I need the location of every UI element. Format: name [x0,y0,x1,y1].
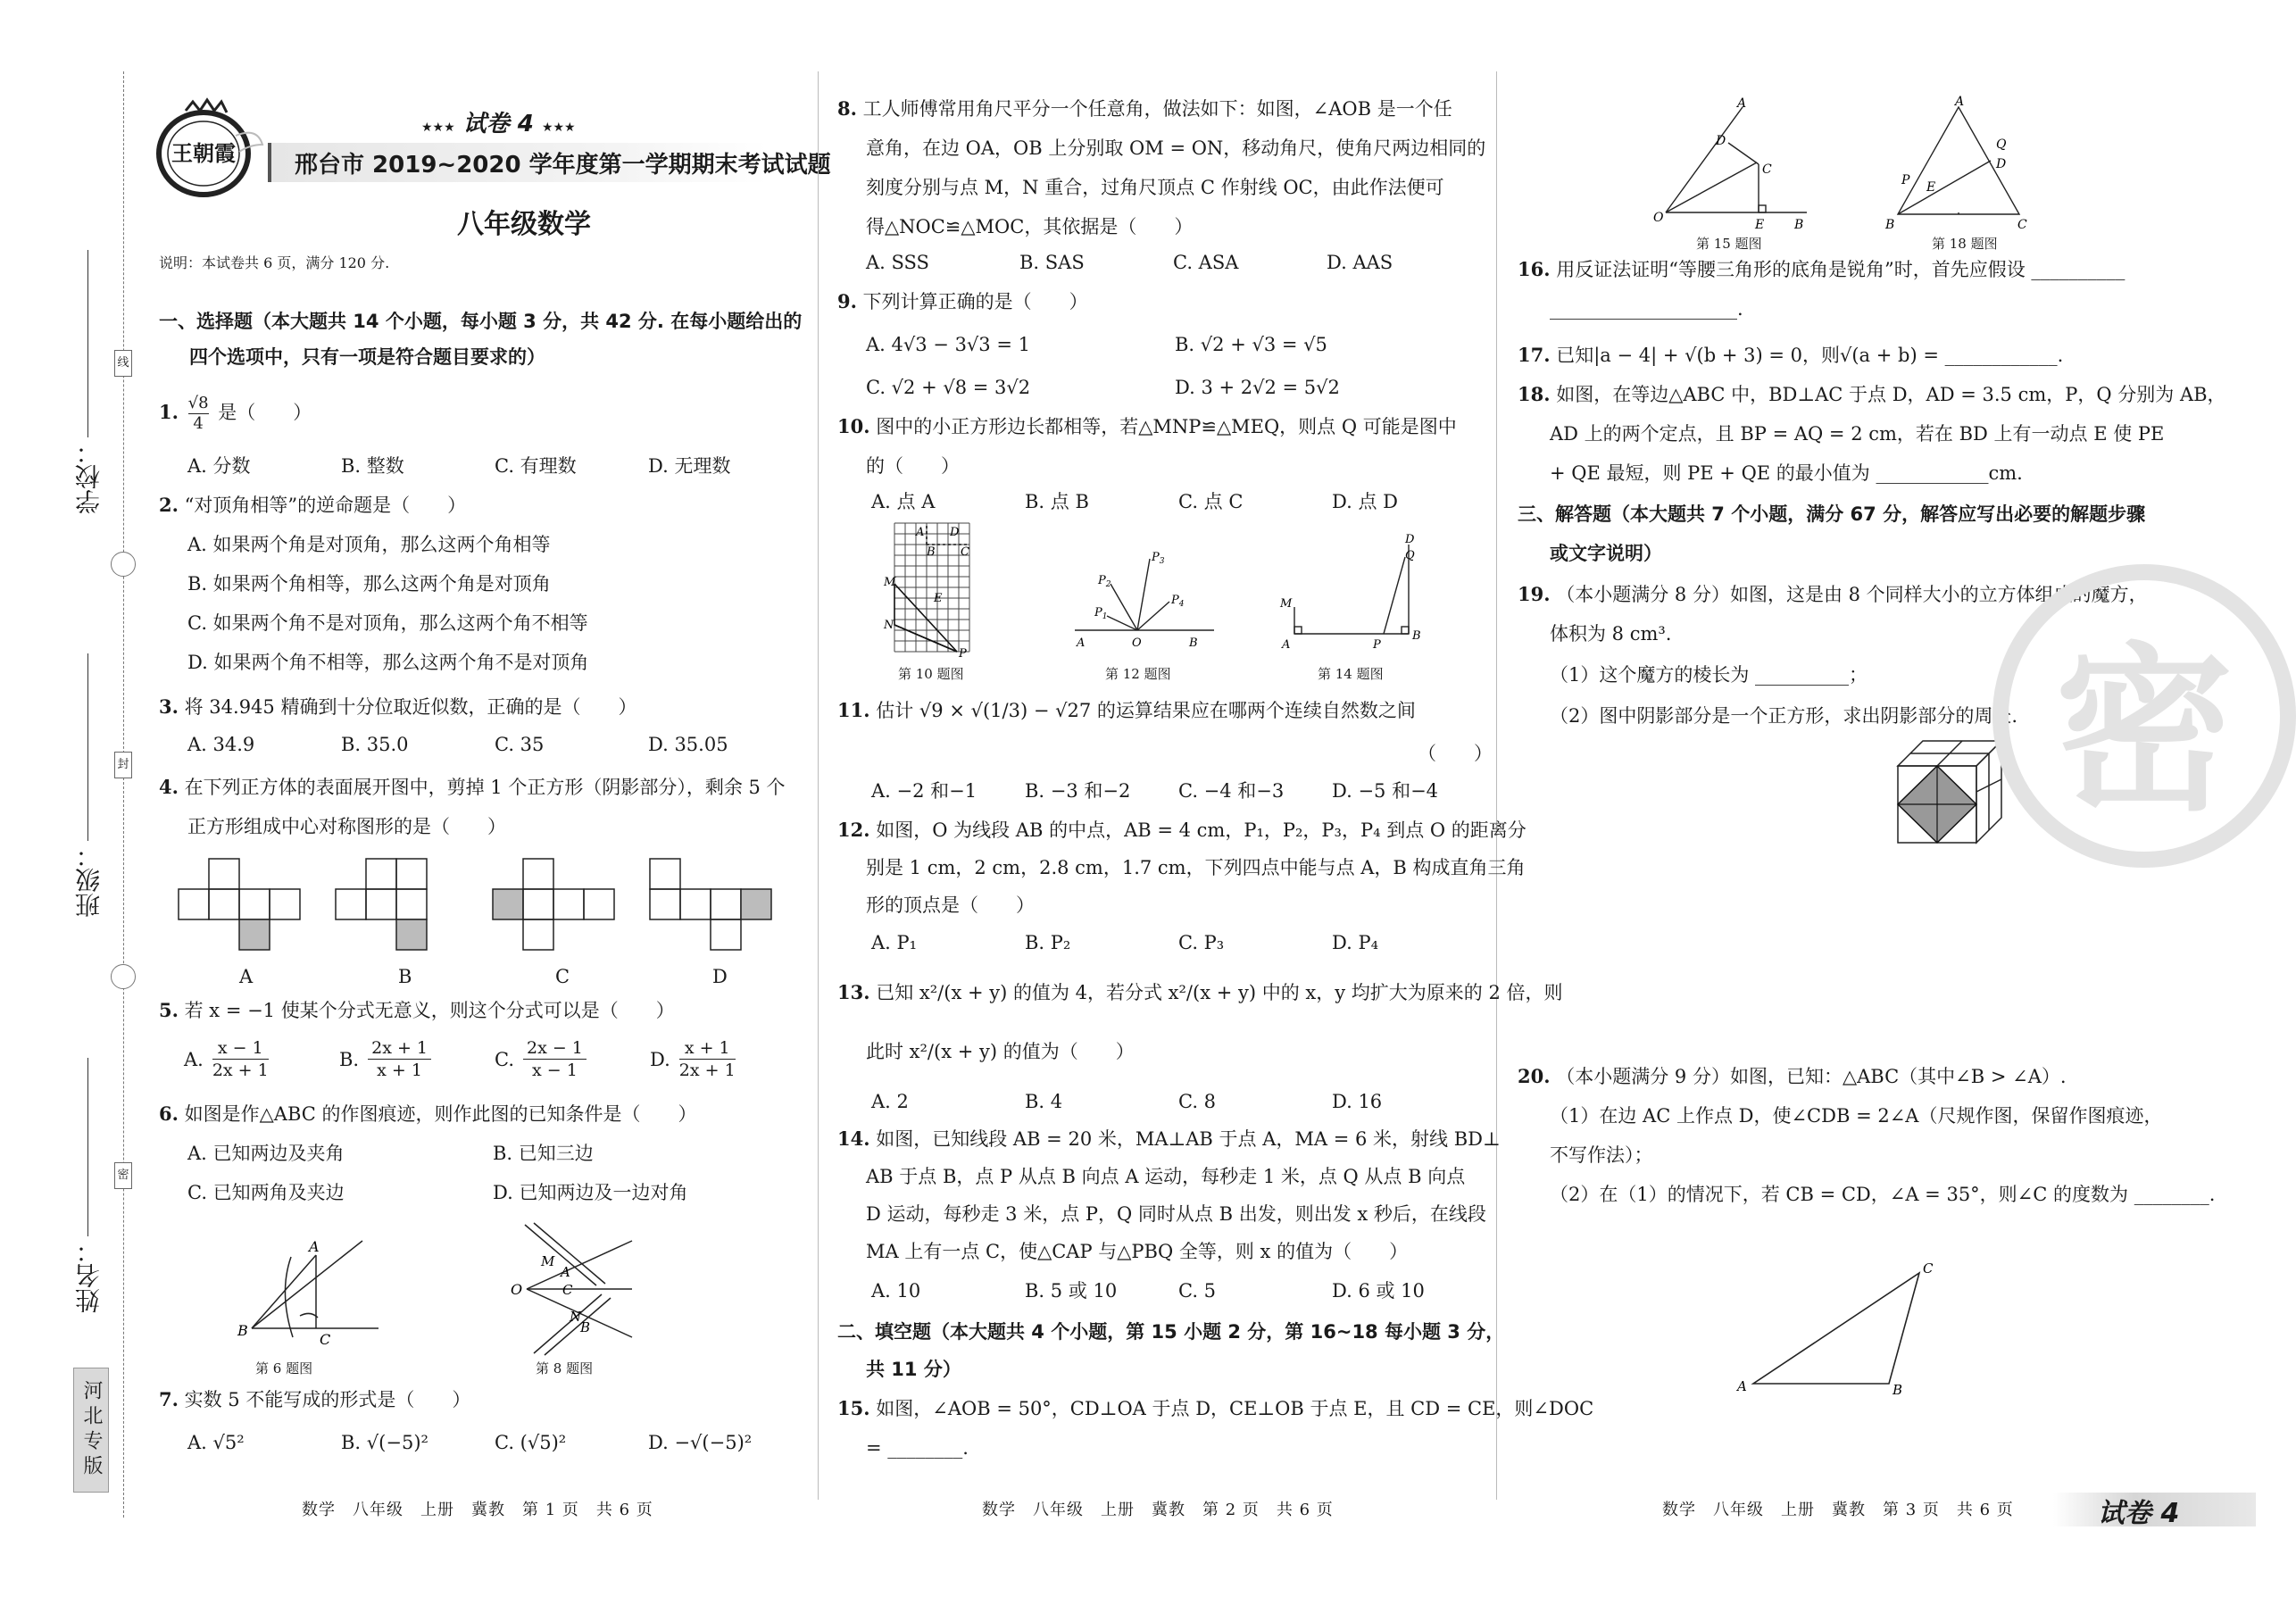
q13-l2: 此时 x²/(x + y) 的值为（ ） [866,1041,1135,1062]
q10-num: 10. [837,415,870,437]
q14-option-c[interactable]: C. 5 [1178,1280,1217,1302]
q5-num: 5. [159,999,179,1021]
q2-option-b[interactable]: B. 如果两个角相等，那么这两个角是对顶角 [187,573,551,595]
q16-l2[interactable]: ____________________. [1550,298,1743,320]
q3-option-a[interactable]: A. 34.9 [187,734,255,755]
q8-figure [507,1223,641,1357]
binding-hole-2 [111,964,136,989]
q11-option-b[interactable]: B. −3 和−2 [1025,780,1131,802]
q7-option-d[interactable]: D. −√(−5)² [648,1432,753,1453]
q7-stem: 实数 5 不能写成的形式是（ ） [184,1389,471,1410]
q2-option-d[interactable]: D. 如果两个角不相等，那么这两个角不是对顶角 [187,652,589,673]
section1-heading-l2: 四个选项中，只有一项是符合题目要求的） [189,346,545,368]
svg-text:M: M [884,576,896,589]
q3-options [187,727,802,762]
q8-l1: 8. 工人师傅常用角尺平分一个任意角，做法如下：如图，∠AOB 是一个任 [837,97,1452,120]
q9-num: 9. [837,290,857,312]
net-b [336,859,427,950]
q7-option-b[interactable]: B. √(−5)² [341,1432,428,1453]
q5 [159,991,675,1030]
q5-stem: 若 x = −1 使某个分式无意义，则这个分式可以是（ ） [184,1000,675,1021]
svg-text:D: D [1405,533,1415,546]
q19-num: 19. [1518,583,1551,605]
school-label: 学校： [74,439,104,514]
stars-right: ★★★ [541,121,576,135]
q14-option-b[interactable]: B. 5 或 10 [1025,1280,1118,1302]
q19-part1[interactable]: （1）这个魔方的棱长为 __________； [1550,664,1868,686]
svg-text:A: A [309,1238,320,1255]
footer-page-1: 数学 八年级 上册 冀教 第 1 页 共 6 页 [302,1501,653,1519]
q13-num: 13. [837,981,870,1003]
name-label: 姓名： [74,1238,104,1313]
q15-caption: 第 15 题图 [1696,236,1762,252]
svg-text:B: B [580,1319,591,1335]
q16-l1: 16. 用反证法证明“等腰三角形的底角是锐角”时，首先应假设 __________ [1518,258,2125,280]
q2-option-a[interactable]: A. 如果两个角是对顶角，那么这两个角相等 [187,534,551,555]
q1-fraction: $\frac{√8}{4}$ [187,394,209,433]
q16-num: 16. [1518,258,1551,280]
q7-option-a[interactable]: A. √5² [187,1432,245,1453]
section2-heading-l2: 共 11 分） [866,1359,961,1380]
q4-label-d[interactable]: D [712,966,728,987]
footer-tag: 试卷 4 [2098,1498,2180,1529]
q1-num: 1. [159,401,179,423]
q12-option-d[interactable]: D. P₄ [1332,932,1378,953]
q2-num: 2. [159,494,179,516]
q1-option-a[interactable]: A. 分数 [187,455,251,477]
q18-l1: 18. 如图，在等边△ABC 中，BD⊥AC 于点 D，AD = 3.5 cm，P，Q 分别为 AB， [1518,383,2226,405]
name-field[interactable] [62,1058,104,1326]
q9-option-a[interactable]: A. 4√3 − 3√3 = 1 [866,334,1030,355]
q13-option-b[interactable]: B. 4 [1025,1091,1063,1112]
svg-text:B: B [1794,218,1804,232]
q3-option-d[interactable]: D. 35.05 [648,734,728,755]
q6-option-d[interactable]: D. 已知两边及一边对角 [493,1182,688,1203]
q6 [159,1094,697,1134]
q13-option-d[interactable]: D. 16 [1332,1091,1383,1112]
q3-num: 3. [159,695,179,718]
q6-stem: 如图是作△ABC 的作图痕迹，则作此图的已知条件是（ ） [184,1103,697,1125]
svg-text:D: D [1716,134,1726,148]
q9-option-d[interactable]: D. 3 + 2√2 = 5√2 [1175,377,1340,398]
q10-options [871,484,1485,520]
q11-num: 11. [837,699,870,721]
q15-num: 15. [837,1397,870,1419]
svg-text:P: P [959,647,967,661]
q19-l1: 19. （本小题满分 8 分）如图，这是由 8 个同样大小的立方体组成的魔方， [1518,583,2148,605]
svg-text:A: A [916,526,925,539]
svg-text:B: B [237,1322,248,1339]
q12-options [871,925,1485,961]
q11: 11. 估计 √9 × √(1/3) − √27 的运算结果应在哪两个连续自然数之间 [837,699,1416,721]
section1-heading-l1: 一、选择题（本大题共 14 个小题，每小题 3 分，共 42 分. 在每小题给出的 [159,311,803,332]
q8-options [866,245,1480,280]
q12-caption: 第 12 题图 [1105,666,1171,682]
q8-l2: 意角，在边 OA，OB 上分别取 OM = ON，移动角尺，使角尺两边相同的 [866,137,1486,159]
q7 [159,1380,470,1419]
q17-num: 17. [1518,344,1551,366]
q19-l2: 体积为 8 cm³. [1550,623,1672,645]
q8-option-b[interactable]: B. SAS [1019,252,1085,273]
footer-page-2: 数学 八年级 上册 冀教 第 2 页 共 6 页 [982,1501,1334,1519]
q10-grid-figure [884,523,984,659]
svg-text:Q: Q [1996,137,2007,152]
svg-text:E: E [1755,218,1765,232]
q18-num: 18. [1518,383,1551,405]
svg-text:D: D [1996,157,2007,171]
q4-num: 4. [159,776,179,798]
q7-option-c[interactable]: C. (√5)² [495,1432,567,1453]
svg-text:N: N [570,1309,582,1325]
svg-text:P: P [1373,638,1381,652]
q6-option-c[interactable]: C. 已知两角及夹边 [187,1182,345,1203]
q17: 17. 已知|a − 4| + √(b + 3) = 0，则√(a + b) = ____________. [1518,344,2064,366]
q13-l1: 13. 已知 x²/(x + y) 的值为 4，若分式 x²/(x + y) 中的 x，y 均扩大为原来的 2 倍，则 [837,981,1563,1003]
q10-caption: 第 10 题图 [898,666,964,682]
q7-num: 7. [159,1388,179,1410]
q18-l3[interactable]: + QE 最短，则 PE + QE 的最小值为 ____________cm. [1550,462,2023,484]
section2-heading-l1: 二、填空题（本大题共 4 个小题，第 15 小题 2 分，第 16~18 每小题 3 分， [837,1321,1505,1343]
q13-options [871,1084,1485,1119]
q4-stem-l2: 正方形组成中心对称图形的是（ ） [187,816,506,837]
q1-option-c[interactable]: C. 有理数 [495,455,577,477]
q2 [159,486,466,525]
q15-figure [1650,96,1810,230]
column-divider-2 [1496,71,1497,1500]
q2-stem: “对顶角相等”的逆命题是（ ） [184,495,467,516]
q1-stem: 是（ ） [218,402,312,423]
class-field[interactable] [62,653,104,930]
svg-text:A: A [1077,636,1086,650]
svg-text:O: O [1653,211,1664,225]
q12-l1: 12. 如图，O 为线段 AB 的中点，AB = 4 cm，P₁，P₂，P₃，P₄ 到点 O 的距离分 [837,819,1527,841]
q20-l1: 20. （本小题满分 9 分）如图，已知：△ABC（其中∠B > ∠A）. [1518,1065,2067,1087]
svg-text:B: B [1189,636,1198,650]
svg-text:B: B [1885,218,1895,232]
q1-option-d[interactable]: D. 无理数 [648,455,731,477]
q13-option-a[interactable]: A. 2 [871,1091,909,1112]
q5-option-a[interactable]: A. x − 1 2x + 1 [184,1038,269,1080]
svg-text:C: C [320,1331,331,1348]
q18-l2: AD 上的两个定点，且 BP = AQ = 2 cm，若在 BD 上有一动点 E 使 PE [1550,423,2165,445]
q11-option-a[interactable]: A. −2 和−1 [871,780,977,802]
q15-l2[interactable]: = ________. [866,1437,969,1459]
q6-num: 6. [159,1102,179,1125]
q20-num: 20. [1518,1065,1551,1087]
stars-left: ★★★ [421,121,455,135]
q12-option-a[interactable]: A. P₁ [871,932,918,953]
q4-nets-figure [175,857,782,957]
q8-caption: 第 8 题图 [536,1360,594,1377]
q10-option-b[interactable]: B. 点 B [1025,491,1089,512]
q1-options [187,448,802,484]
svg-text:O: O [1132,636,1142,650]
q5-option-b[interactable]: B. 2x + 1 x + 1 [339,1037,495,1081]
class-label: 班级： [74,843,104,918]
q11-option-d[interactable]: D. −5 和−4 [1332,780,1439,802]
svg-text:M: M [1280,597,1293,611]
q9: 9. 下列计算正确的是（ ） [837,290,1088,312]
svg-text:A: A [1737,96,1747,111]
secret-watermark: 密 [1992,564,2296,868]
subject-title: 八年级数学 [457,209,591,240]
q10-option-d[interactable]: D. 点 D [1332,491,1398,512]
q13-option-c[interactable]: C. 8 [1178,1091,1217,1112]
q14-l3: D 运动，每秒走 3 米，点 P，Q 同时从点 B 出发，则出发 x 秒后，在线段 [866,1203,1486,1225]
column-divider-1 [818,71,819,1500]
q18-figure [1885,96,2028,230]
q12-figure [1073,548,1216,655]
svg-text:P1: $P_1$ [1094,606,1108,621]
publisher-logo [150,100,264,200]
q3-option-b[interactable]: B. 35.0 [341,734,409,755]
section3-heading-l1: 三、解答题（本大题共 7 个小题，满分 67 分，解答应写出必要的解题步骤 [1518,503,2146,525]
series-label [421,105,576,138]
q3-option-c[interactable]: C. 35 [495,734,545,755]
q4-label-b[interactable]: B [398,966,412,987]
svg-text:C: C [1762,162,1772,177]
q6-option-b[interactable]: B. 已知三边 [493,1143,594,1164]
exam-title: 邢台市 2019~2020 学年度第一学期期末考试试题 [295,152,831,179]
svg-text:D: D [950,526,960,539]
q8-option-d[interactable]: D. AAS [1327,252,1393,273]
binding-box-line: 线 [114,350,132,377]
q12-option-c[interactable]: C. P₃ [1178,932,1225,953]
q14-options [871,1273,1485,1309]
svg-text:A: A [561,1264,570,1280]
binding-box-secret: 密 [114,1162,132,1189]
q8-l4: 得△NOC≌△MOC，其依据是（ ） [866,216,1194,237]
footer-page-3: 数学 八年级 上册 冀教 第 3 页 共 6 页 [1662,1501,2014,1519]
svg-text:E: E [934,592,943,605]
q12-l2: 别是 1 cm，2 cm，2.8 cm，1.7 cm，下列四点中能与点 A，B 构成直角三角 [866,857,1526,878]
q3 [159,687,636,727]
q9-option-b[interactable]: B. √2 + √3 = √5 [1175,334,1327,355]
q14-l1: 14. 如图，已知线段 AB = 20 米，MA⊥AB 于点 A，MA = 6 米，射线 BD⊥ [837,1127,1501,1150]
q8-num: 8. [837,97,857,120]
q19-cube-figure [1896,739,2003,846]
q11-option-c[interactable]: C. −4 和−3 [1178,780,1285,802]
net-c [493,859,614,950]
q14-option-a[interactable]: A. 10 [871,1280,921,1302]
svg-text:A: A [1737,1378,1747,1394]
q20-part1: （1）在边 AC 上作点 D，使∠CDB = 2∠A（尺规作图，保留作图痕迹， [1550,1105,2163,1127]
q5-option-c[interactable]: C. 2x − 1 x − 1 [495,1037,650,1081]
q10-option-c[interactable]: C. 点 C [1178,491,1244,512]
svg-text:P4: $P_4$ [1171,594,1185,609]
section3-heading-l2: 或文字说明） [1550,543,1662,564]
exam-note: 说明：本试卷共 6 页，满分 120 分. [159,254,390,271]
q1 [159,393,312,434]
school-field[interactable] [62,250,104,527]
q11-paren: （ ） [1418,743,1493,764]
q5-option-d[interactable]: D. x + 1 2x + 1 [650,1038,736,1080]
q10-option-a[interactable]: A. 点 A [871,491,936,512]
q1-option-b[interactable]: B. 整数 [341,455,404,477]
svg-text:P3: $P_3$ [1152,551,1165,566]
q6-caption: 第 6 题图 [255,1360,313,1377]
q8-l3: 刻度分别与点 M，N 重合，过角尺顶点 C 作射线 OC，由此作法便可 [866,177,1444,198]
svg-text:Q: Q [1405,549,1415,562]
binding-dashed-line [123,71,124,1518]
svg-text:N: N [884,619,894,632]
binding-box-seal: 封 [114,752,132,778]
q20-triangle-figure [1735,1262,1950,1396]
svg-text:P2: $P_2$ [1098,574,1111,589]
net-d [650,859,771,950]
logo-text: 王朝霞 [171,140,236,166]
svg-text:E: E [1926,180,1936,195]
q15-l1: 15. 如图，∠AOB = 50°，CD⊥OA 于点 D，CE⊥OB 于点 E，且 CD = CE，则∠DOC [837,1397,1594,1419]
q6-option-a[interactable]: A. 已知两边及夹角 [187,1143,345,1164]
svg-text:C: C [1923,1260,1934,1277]
q14-caption: 第 14 题图 [1318,666,1384,682]
q4-label-a[interactable]: A [239,966,254,987]
q18-caption: 第 18 题图 [1932,236,1998,252]
binding-hole-1 [111,552,136,577]
q10-l1: 10. 图中的小正方形边长都相等，若△MNP≌△MEQ，则点 Q 可能是图中 [837,415,1457,437]
q14-num: 14. [837,1127,870,1150]
q6-figure [229,1230,380,1346]
svg-text:B: B [1893,1382,1903,1398]
q11-options [871,773,1485,809]
q12-l3: 形的顶点是（ ） [866,894,1035,916]
q8-option-a[interactable]: A. SSS [866,252,929,273]
q20-part2[interactable]: （2）在（1）的情况下，若 CB = CD，∠A = 35°，则∠C 的度数为 ________. [1550,1184,2216,1205]
svg-text:O: O [511,1281,523,1298]
q14-l4: MA 上有一点 C，使△CAP 与△PBQ 全等，则 x 的值为（ ） [866,1241,1409,1262]
svg-text:C: C [2017,218,2027,232]
q3-stem: 将 34.945 精确到十分位取近似数，正确的是（ ） [184,696,637,718]
svg-text:B: B [1412,629,1421,643]
net-a [179,859,300,950]
q4-stem-l1: 在下列正方体的表面展开图中，剪掉 1 个正方形（阴影部分），剩余 5 个 [184,777,786,798]
q5-options [184,1037,805,1081]
q14-option-d[interactable]: D. 6 或 10 [1332,1280,1425,1302]
q14-l2: AB 于点 B，点 P 从点 B 向点 A 运动，每秒走 1 米，点 Q 从点 B 向点 [866,1166,1466,1187]
q9-option-c[interactable]: C. √2 + √8 = 3√2 [866,377,1031,398]
svg-text:A: A [1282,638,1291,652]
q19-part2: （2）图中阴影部分是一个正方形，求出阴影部分的周长. [1550,705,2018,727]
svg-text:C: C [961,545,969,559]
q2-option-c[interactable]: C. 如果两个角不是对顶角，那么这两个角不相等 [187,612,588,634]
q12-option-b[interactable]: B. P₂ [1025,932,1071,953]
svg-text:M: M [541,1253,555,1269]
q8-option-c[interactable]: C. ASA [1173,252,1239,273]
q12-num: 12. [837,819,870,841]
q20-part1b: 不写作法）； [1550,1144,1653,1166]
q4-label-c[interactable]: C [555,966,570,987]
q14-figure [1275,533,1421,661]
series-label-text: 试卷 4 [462,111,534,137]
svg-text:B: B [927,545,936,559]
svg-text:A: A [1955,95,1965,109]
q7-options [187,1425,802,1460]
province-stamp: 河北专版 [73,1368,109,1493]
q10-l2: 的（ ） [866,455,960,477]
svg-text:P: P [1901,173,1910,187]
svg-text:C: C [562,1282,573,1298]
q4 [159,768,786,807]
